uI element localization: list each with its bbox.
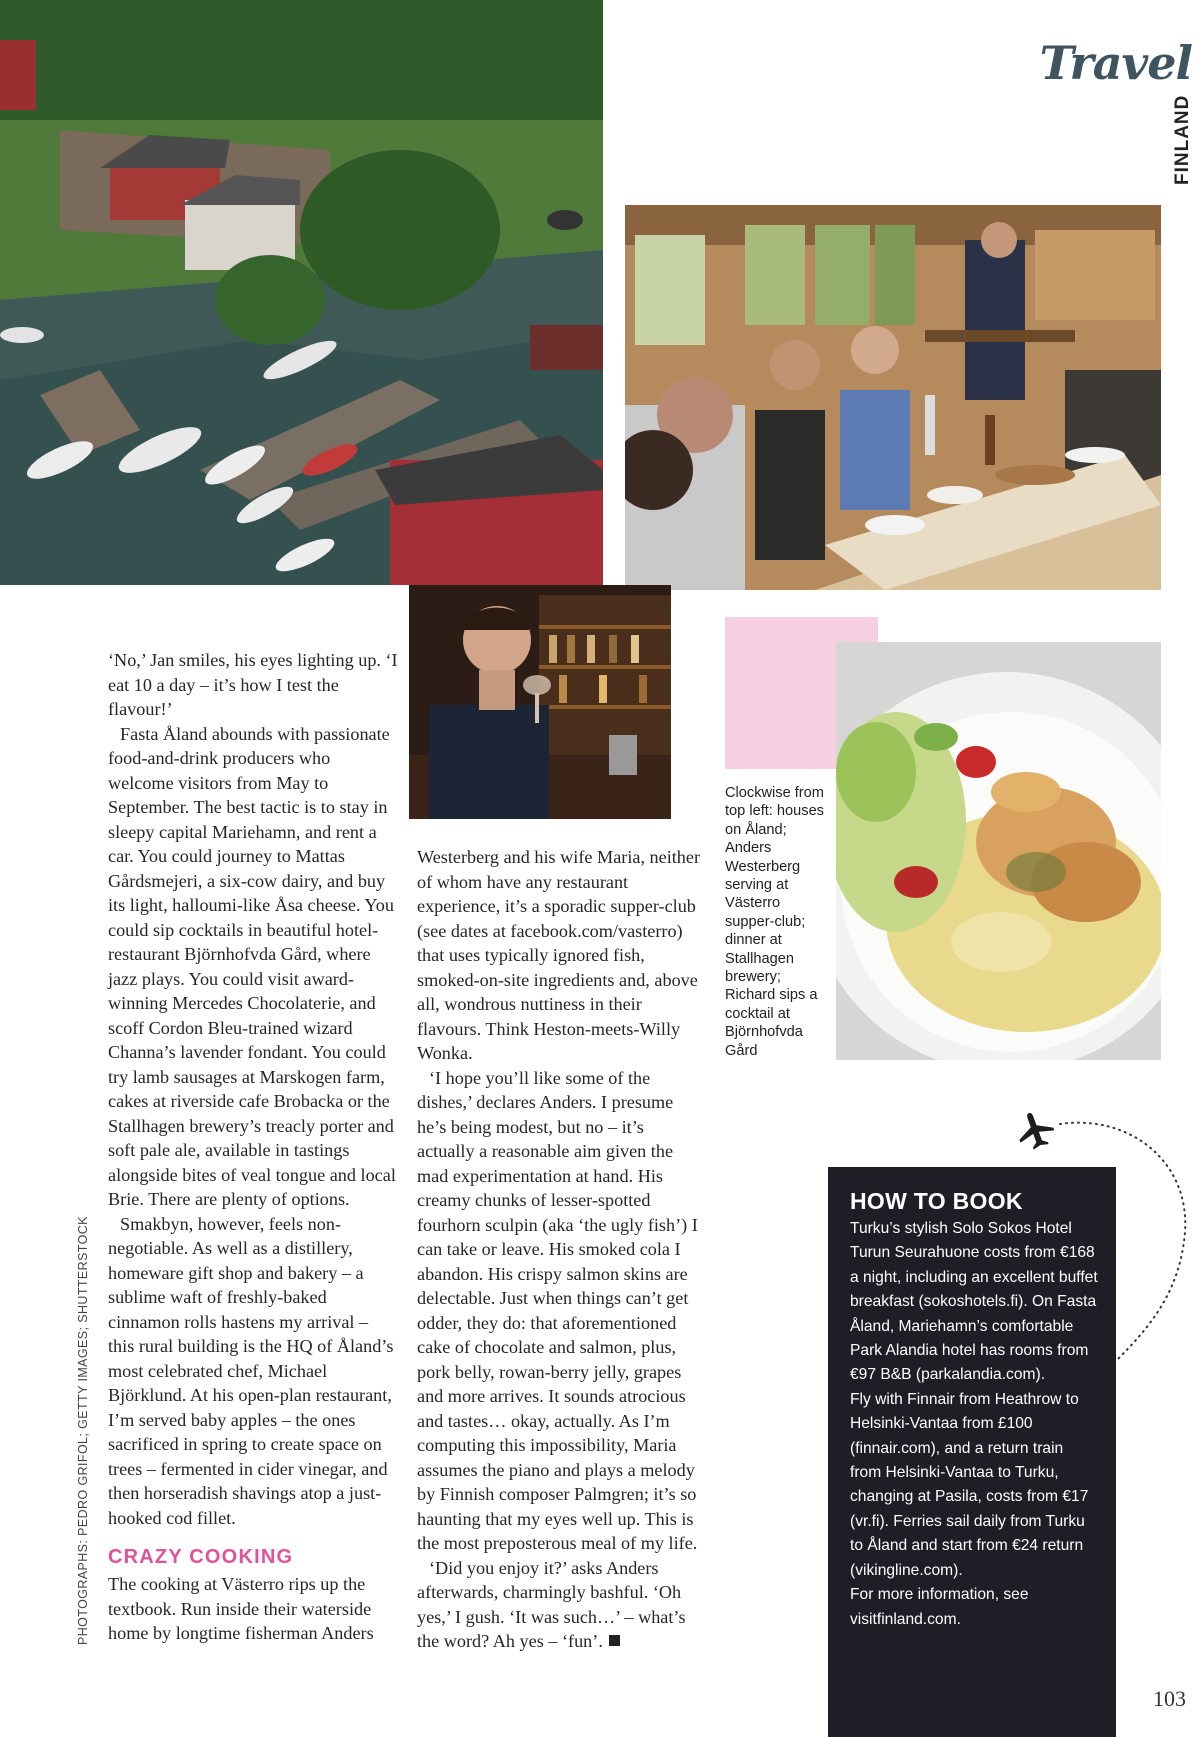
photo-aerial-harbour <box>0 0 603 585</box>
article-paragraph: ‘I hope you’ll like some of the dishes,’ declares Anders. I presume he’s being modest, but no – it’s actually a reasonable aim given the mad experimentation at hand. His creamy chunks of lesser-spotted fourhorn sculpin (aka ‘the ugly fish’) I can take or leave. His smoked cola I abandon. His crispy salmon skins are delectable. Just when things can’t get odder, they do: that aforementioned cake of chocolate and salmon, plus, pork belly, rowan-berry jelly, grapes and more arrives. It sounds atrocious and tastes… okay, actually. As I’m computing this impossibility, Maria assumes the piano and plays a melody by Finnish composer Palmgren; it’s so haunting that my eyes well up. This is the most preposterous meal of my life. <box>417 1067 698 1553</box>
article-paragraph-final-text: ‘Did you enjoy it?’ asks Anders afterwards, charmingly bashful. ‘Oh yes,’ I gush. ‘It was such…’ – what’s the word? Ah yes – ‘fun’. <box>417 1557 686 1651</box>
photo-fish-dish <box>836 642 1161 1060</box>
article-paragraph: The cooking at Västerro rips up the textbook. Run inside their waterside home by longtime fisherman Anders <box>108 1574 374 1643</box>
article-paragraph: Westerberg and his wife Maria, neither of whom have any restaurant experience, it’s a sporadic supper-club (see dates at facebook.com/vasterro) that uses typically ignored fish, smoked-on-site ingredients and, above all, wondrous nuttiness in their flavours. Think Heston-meets-Willy Wonka. <box>417 847 701 1063</box>
subheading-crazy-cooking: CRAZY COOKING <box>108 1546 294 1568</box>
end-mark-icon <box>609 1635 620 1646</box>
how-to-book-paragraph: For more information, see visitfinland.com. <box>850 1586 1029 1628</box>
how-to-book-title: HOW TO BOOK <box>850 1188 1023 1214</box>
how-to-book-paragraph: Turku’s stylish Solo Sokos Hotel Turun Seurahuone costs from €168 a night, including an excellent buffet breakfast (sokoshotels.fi). On Fasta Åland, Mariehamn’s comfortable Park Alandia hotel has rooms from €97 B&B (parkalandia.com). <box>850 1220 1098 1384</box>
airplane-icon <box>1013 1108 1057 1152</box>
photo-credit: PHOTOGRAPHS: PEDRO GRIFOL; GETTY IMAGES; SHUTTERSTOCK <box>76 1216 90 1645</box>
section-heading-travel: Travel <box>1039 36 1192 90</box>
how-to-book-box <box>828 1167 1116 1737</box>
article-paragraph: Fasta Åland abounds with passionate food-and-drink producers who welcome visitors from May to September. The best tactic is to stay in sleepy capital Mariehamn, and rent a car. You could journey to Mattas Gårdsmejeri, a six-cow dairy, and buy its light, halloumi-like Åsa cheese. You could sip cocktails in beautiful hotel-restaurant Björnhofvda Gård, where jazz plays. You could visit award-winning Mercedes Chocolaterie, and scoff Cordon Bleu-trained wizard Channa’s lavender fondant. You could try lamb sausages at Marskogen farm, cakes at riverside cafe Brobacka or the Stallhagen brewery’s treacly porter and soft pale ale, available in tastings alongside bites of veal tongue and local Brie. There are plenty of options. <box>108 723 396 1209</box>
country-label: FINLAND <box>1172 94 1193 185</box>
article-column-2 <box>417 845 705 1654</box>
photo-supper-club <box>625 205 1161 590</box>
how-to-book-paragraph: Fly with Finnair from Heathrow to Helsinki-Vantaa from £100 (finnair.com), and a return train from Helsinki-Vantaa to Turku, changing at Pasila, costs from €17 (vr.fi). Ferries sail daily from Turku to Åland and start from €24 return (vikingline.com). <box>850 1390 1089 1579</box>
article-paragraph: ‘No,’ Jan smiles, his eyes lighting up. ‘I eat 10 a day – it’s how I test the flavour!’ <box>108 650 398 719</box>
article-paragraph: Smakbyn, however, feels non-negotiable. As well as a distillery, homeware gift shop and bakery – a sublime waft of freshly-baked cinnamon rolls hastens my arrival – this rural building is the HQ of Åland’s most celebrated chef, Michael Björklund. At his open-plan restaurant, I’m served baby apples – the ones sacrificed in spring to create space on trees – fermented in cider vinegar, and then horseradish shavings atop a just-hooked cod fillet. <box>108 1213 394 1528</box>
article-column-1 <box>108 648 398 1646</box>
photo-caption: Clockwise from top left: houses on Åland; Anders Westerberg serving at Västerro supper-club; dinner at Stallhagen brewery; Richard sips a cocktail at Björnhofvda Gård <box>725 785 824 1059</box>
page-number: 103 <box>1153 1686 1186 1711</box>
photo-bar-cocktail <box>409 585 671 819</box>
article-paragraph-final <box>417 1556 705 1654</box>
